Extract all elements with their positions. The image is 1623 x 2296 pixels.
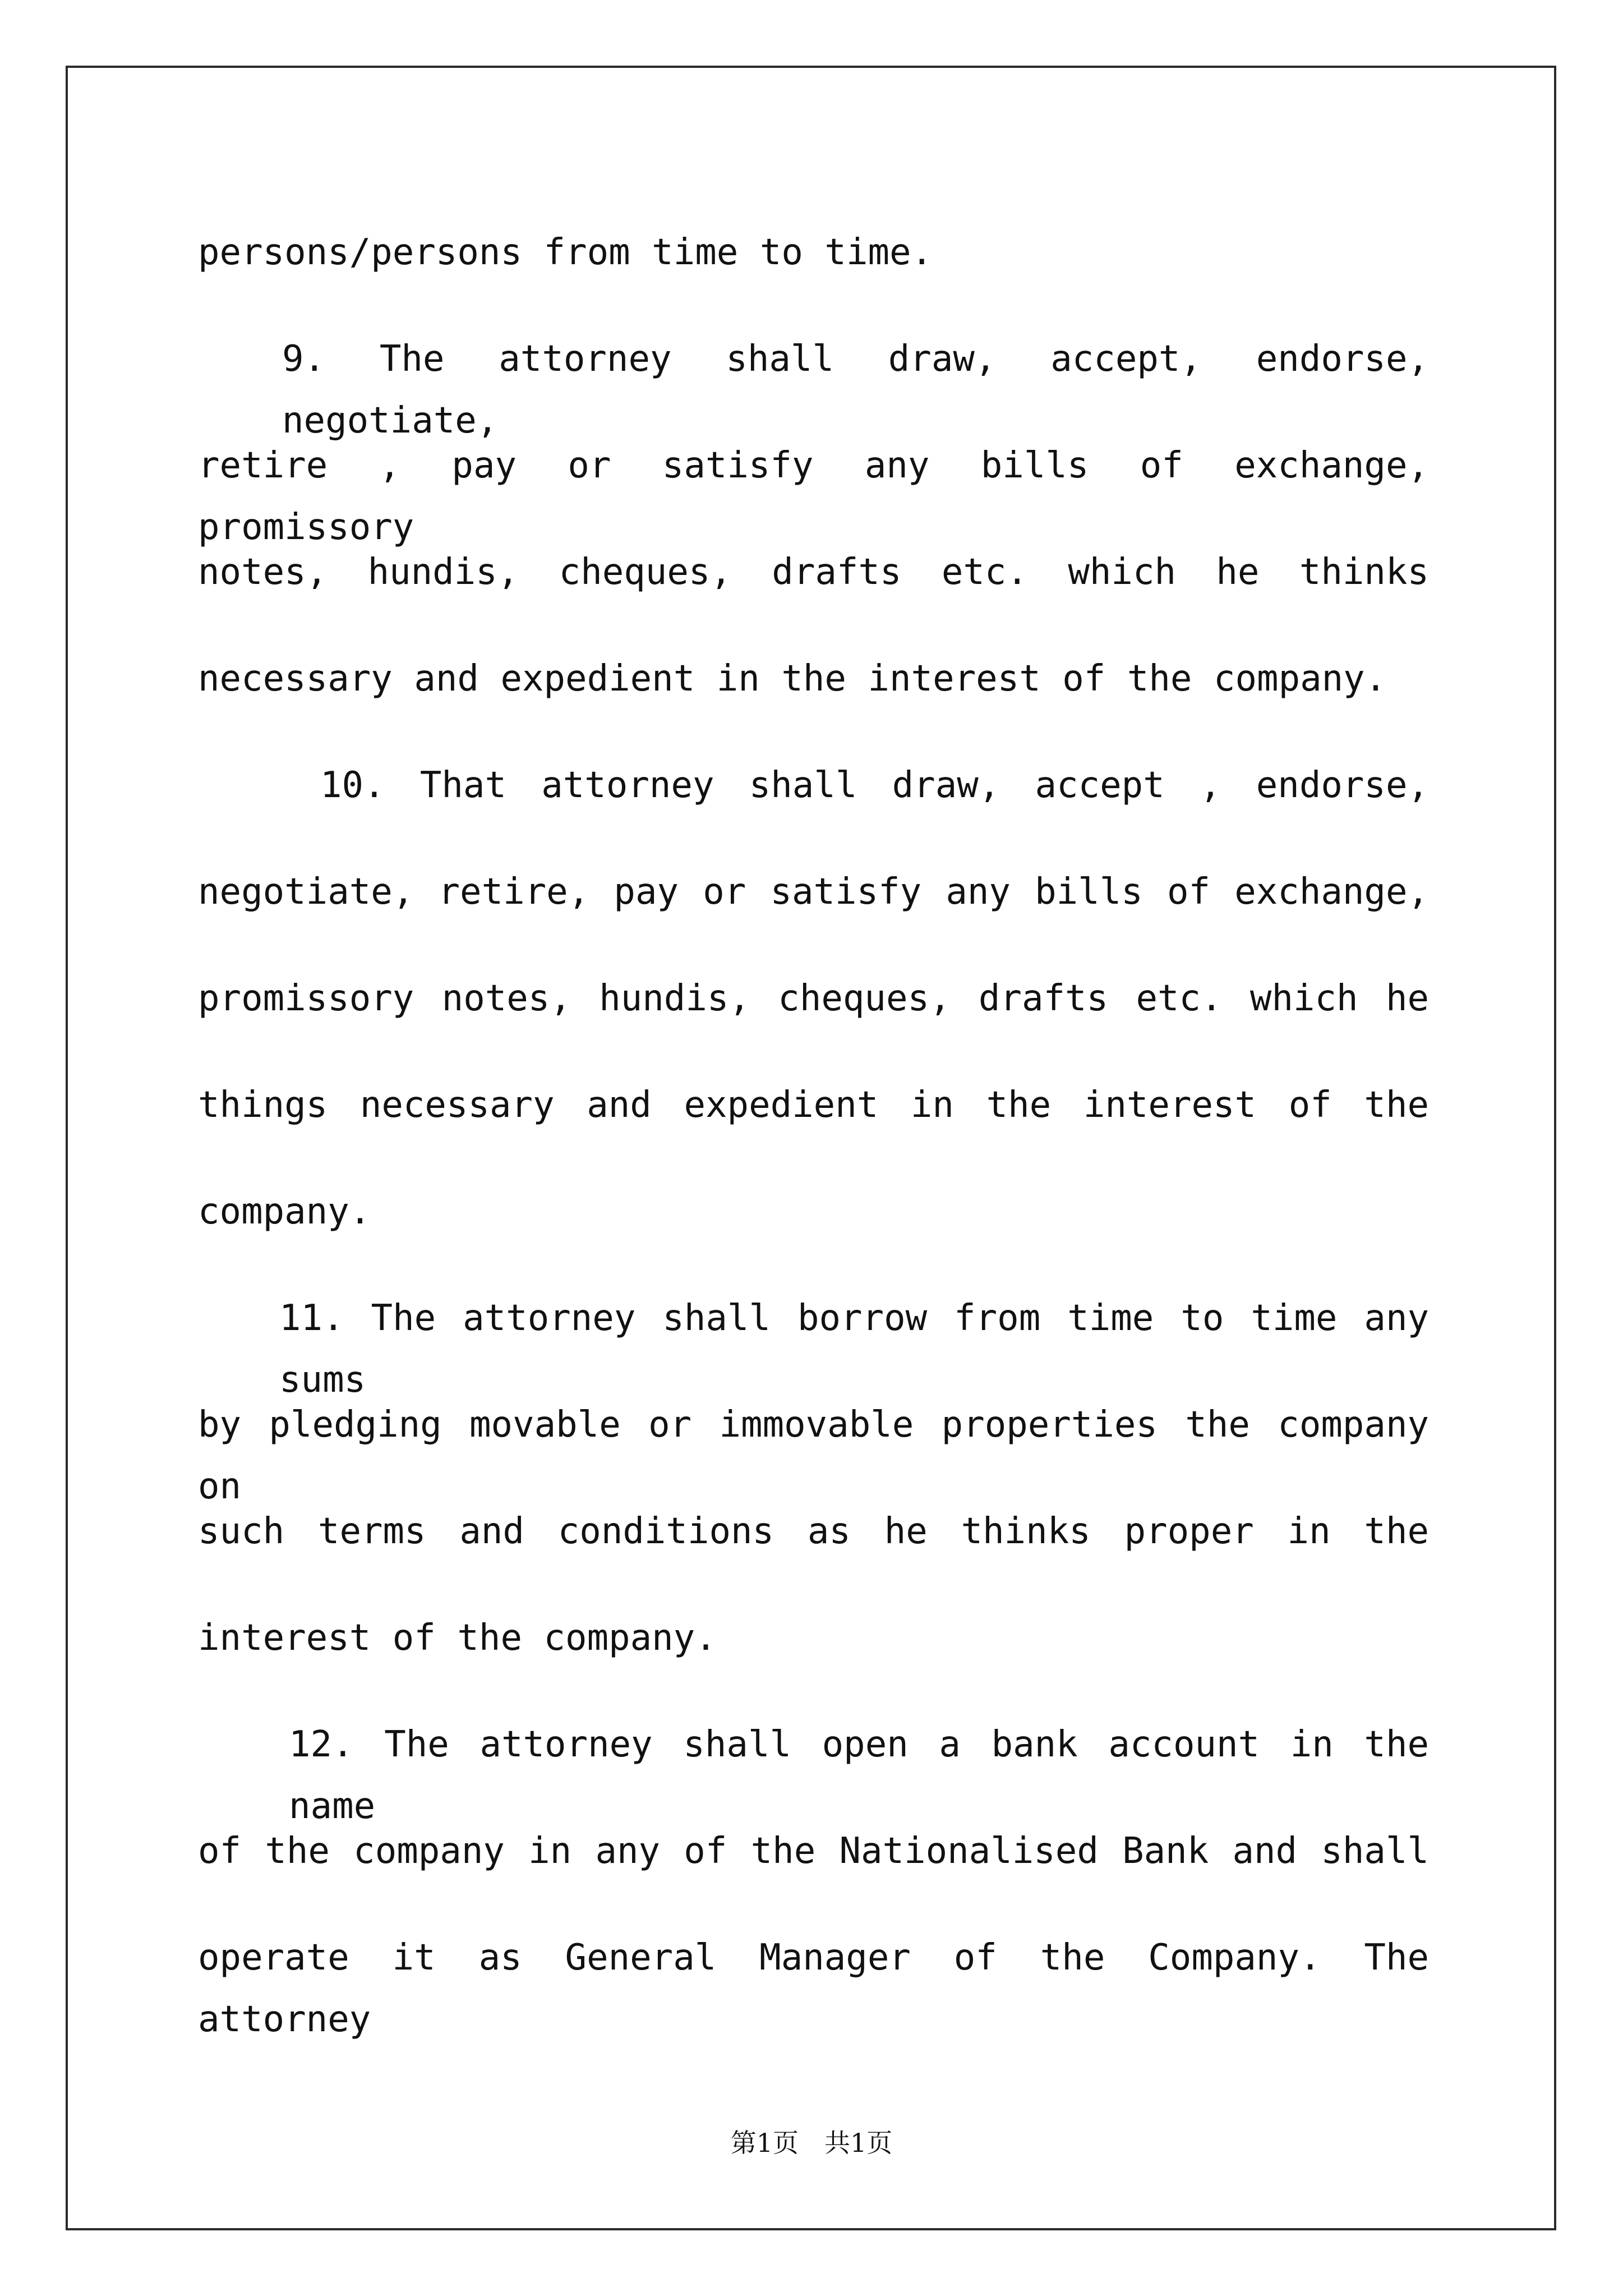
text-line-10: company. xyxy=(198,1191,371,1232)
text-line-15: 12. The attorney shall open a bank account in the name xyxy=(289,1724,1429,1827)
text-line-6: 10. That attorney shall draw, accept , endorse, xyxy=(320,765,1429,806)
page-number-footer: 第1页 共1页 xyxy=(730,2128,893,2158)
text-line-2: 9. The attorney shall draw, accept, endorse, negotiate, xyxy=(282,338,1429,441)
text-line-16: of the company in any of the Nationalised Bank and shall xyxy=(198,1830,1429,1872)
text-line-17: operate it as General Manager of the Company. The attorney xyxy=(198,1937,1429,2040)
text-line-12: by pledging movable or immovable properties the company on xyxy=(198,1404,1429,1507)
text-line-4: notes, hundis, cheques, drafts etc. which he thinks xyxy=(198,551,1429,593)
text-line-5: necessary and expedient in the interest of the company. xyxy=(198,658,1387,700)
text-line-13: such terms and conditions as he thinks proper in the xyxy=(198,1511,1429,1552)
text-line-1: persons/persons from time to time. xyxy=(198,232,933,273)
text-line-14: interest of the company. xyxy=(198,1617,717,1659)
text-line-8: promissory notes, hundis, cheques, drafts etc. which he xyxy=(198,978,1429,1019)
text-line-9: things necessary and expedient in the interest of the xyxy=(198,1084,1429,1126)
text-line-11: 11. The attorney shall borrow from time to time any sums xyxy=(279,1297,1429,1401)
text-line-7: negotiate, retire, pay or satisfy any bills of exchange, xyxy=(198,871,1429,913)
text-line-3: retire , pay or satisfy any bills of exchange, promissory xyxy=(198,445,1429,548)
